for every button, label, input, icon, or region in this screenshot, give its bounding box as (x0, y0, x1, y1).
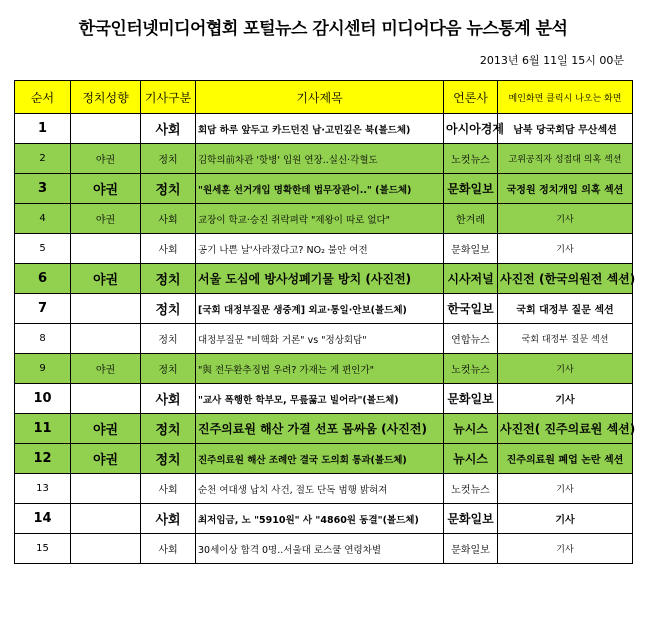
row-article-title[interactable]: 교장이 학교·승진 쥐락펴락 "제왕이 따로 없다" (196, 204, 444, 234)
row-political-leaning: 야권 (71, 444, 141, 474)
row-main-screen: 기사 (498, 534, 633, 564)
header-article-title: 기사제목 (196, 81, 444, 114)
header-media: 언론사 (444, 81, 498, 114)
row-order: 5 (15, 234, 71, 264)
row-article-title[interactable]: 대정부질문 "비핵화 거론" vs "정상회담" (196, 324, 444, 354)
row-main-screen: 남북 당국회담 무산섹션 (498, 114, 633, 144)
row-main-screen: 기사 (498, 384, 633, 414)
row-category: 정치 (141, 444, 196, 474)
row-category: 정치 (141, 264, 196, 294)
table-row (15, 354, 633, 384)
table-row (15, 504, 633, 534)
row-order: 1 (15, 114, 71, 144)
row-media: 연합뉴스 (444, 324, 498, 354)
row-article-title[interactable]: [국회 대정부질문 생중계] 외교·통일·안보(볼드체) (196, 294, 444, 324)
row-political-leaning (71, 504, 141, 534)
header-category: 기사구분 (141, 81, 196, 114)
row-media: 노컷뉴스 (444, 474, 498, 504)
row-article-title[interactable]: 순천 여대생 납치 사건, 절도 단독 범행 밝혀져 (196, 474, 444, 504)
row-order: 2 (15, 144, 71, 174)
row-category: 사회 (141, 504, 196, 534)
row-article-title[interactable]: 30세이상 합격 0명..서울대 로스쿨 연령차별 (196, 534, 444, 564)
row-main-screen: 국회 대정부 질문 섹션 (498, 324, 633, 354)
row-order: 13 (15, 474, 71, 504)
row-order: 11 (15, 414, 71, 444)
row-media: 노컷뉴스 (444, 144, 498, 174)
row-political-leaning: 야권 (71, 414, 141, 444)
row-category: 정치 (141, 294, 196, 324)
row-category: 사회 (141, 234, 196, 264)
row-category: 정치 (141, 414, 196, 444)
row-media: 한국일보 (444, 294, 498, 324)
table-row (15, 114, 633, 144)
row-political-leaning (71, 234, 141, 264)
row-category: 정치 (141, 174, 196, 204)
row-political-leaning: 야권 (71, 264, 141, 294)
table-row (15, 414, 633, 444)
row-article-title[interactable]: 최저임금, 노 "5910원" 사 "4860원 동결"(볼드체) (196, 504, 444, 534)
row-article-title[interactable]: "원세훈 선거개입 명확한데 법무장관이.." (볼드체) (196, 174, 444, 204)
row-main-screen: 국회 대정부 질문 섹션 (498, 294, 633, 324)
row-article-title[interactable]: 진주의료원 해산 조례안 결국 도의회 통과(볼드체) (196, 444, 444, 474)
table-body (15, 114, 636, 564)
row-category: 정치 (141, 324, 196, 354)
row-political-leaning: 야권 (71, 144, 141, 174)
row-political-leaning (71, 294, 141, 324)
row-media: 문화일보 (444, 384, 498, 414)
row-media: 문화일보 (444, 534, 498, 564)
row-political-leaning: 야권 (71, 174, 141, 204)
row-article-title[interactable]: 진주의료원 해산 가결 선포 몸싸움 (사진전) (196, 414, 444, 444)
table-row (15, 294, 633, 324)
table-row (15, 324, 633, 354)
row-order: 8 (15, 324, 71, 354)
row-media: 한겨레 (444, 204, 498, 234)
row-category: 사회 (141, 384, 196, 414)
row-order: 15 (15, 534, 71, 564)
table-row (15, 144, 633, 174)
table-row (15, 204, 633, 234)
table-header-row (15, 81, 633, 114)
row-media: 문화일보 (444, 174, 498, 204)
row-political-leaning (71, 324, 141, 354)
row-order: 9 (15, 354, 71, 384)
row-order: 3 (15, 174, 71, 204)
row-article-title[interactable]: "與 전두환추징법 우려? 가재는 게 편인가" (196, 354, 444, 384)
row-main-screen: 기사 (498, 354, 633, 384)
row-category: 사회 (141, 474, 196, 504)
row-political-leaning (71, 384, 141, 414)
table-row (15, 174, 633, 204)
row-order: 12 (15, 444, 71, 474)
row-article-title[interactable]: 회담 하루 앞두고 카드던진 남·고민깊은 북(볼드체) (196, 114, 444, 144)
row-media: 노컷뉴스 (444, 354, 498, 384)
row-media: 문화일보 (444, 234, 498, 264)
row-category: 사회 (141, 114, 196, 144)
row-media: 뉴시스 (444, 444, 498, 474)
row-main-screen: 기사 (498, 234, 633, 264)
news-stats-table (14, 80, 636, 564)
row-article-title[interactable]: 김학의前차관 '핫병' 입원 연장..실신·각혈도 (196, 144, 444, 174)
row-main-screen: 기사 (498, 504, 633, 534)
row-main-screen: 기사 (498, 474, 633, 504)
row-main-screen: 사진전 (한국의원전 섹션) (498, 264, 633, 294)
table-row (15, 444, 633, 474)
page-title: 한국인터넷미디어협회 포털뉴스 감시센터 미디어다음 뉴스통계 분석 (78, 19, 568, 39)
row-category: 사회 (141, 204, 196, 234)
row-media: 문화일보 (444, 504, 498, 534)
table-row (15, 384, 633, 414)
header-political-leaning: 정치성향 (71, 81, 141, 114)
report-date: 2013년 6월 11일 15시 00분 (479, 54, 624, 67)
row-main-screen: 고위공직자 성접대 의혹 섹션 (498, 144, 633, 174)
row-order: 7 (15, 294, 71, 324)
row-political-leaning (71, 114, 141, 144)
row-main-screen: 진주의료원 폐업 논란 섹션 (498, 444, 633, 474)
row-category: 정치 (141, 354, 196, 384)
row-main-screen: 기사 (498, 204, 633, 234)
row-main-screen: 국정원 정치개입 의혹 섹션 (498, 174, 633, 204)
row-political-leaning (71, 534, 141, 564)
row-media: 뉴시스 (444, 414, 498, 444)
row-order: 14 (15, 504, 71, 534)
row-category: 정치 (141, 144, 196, 174)
row-political-leaning: 야권 (71, 354, 141, 384)
row-article-title[interactable]: 서울 도심에 방사성폐기물 방치 (사진전) (196, 264, 444, 294)
row-political-leaning: 야권 (71, 204, 141, 234)
row-order: 10 (15, 384, 71, 414)
row-article-title[interactable]: 공기 나쁜 날'사라졌다고? NO₂ 불안 여전 (196, 234, 444, 264)
row-order: 4 (15, 204, 71, 234)
table-row (15, 234, 633, 264)
row-article-title[interactable]: "교사 폭행한 학부모, 무릎꿇고 빌어라"(볼드체) (196, 384, 444, 414)
row-media: 시사저널 (444, 264, 498, 294)
row-media: 아시아경제 (444, 114, 498, 144)
header-order: 순서 (15, 81, 71, 114)
row-category: 사회 (141, 534, 196, 564)
row-political-leaning (71, 474, 141, 504)
header-main-screen: 메인화면 클릭시 나오는 화면 (498, 81, 633, 114)
table-row (15, 534, 633, 564)
row-main-screen: 사진전( 진주의료원 섹션) (498, 414, 633, 444)
row-order: 6 (15, 264, 71, 294)
table-row (15, 474, 633, 504)
table-row (15, 264, 633, 294)
